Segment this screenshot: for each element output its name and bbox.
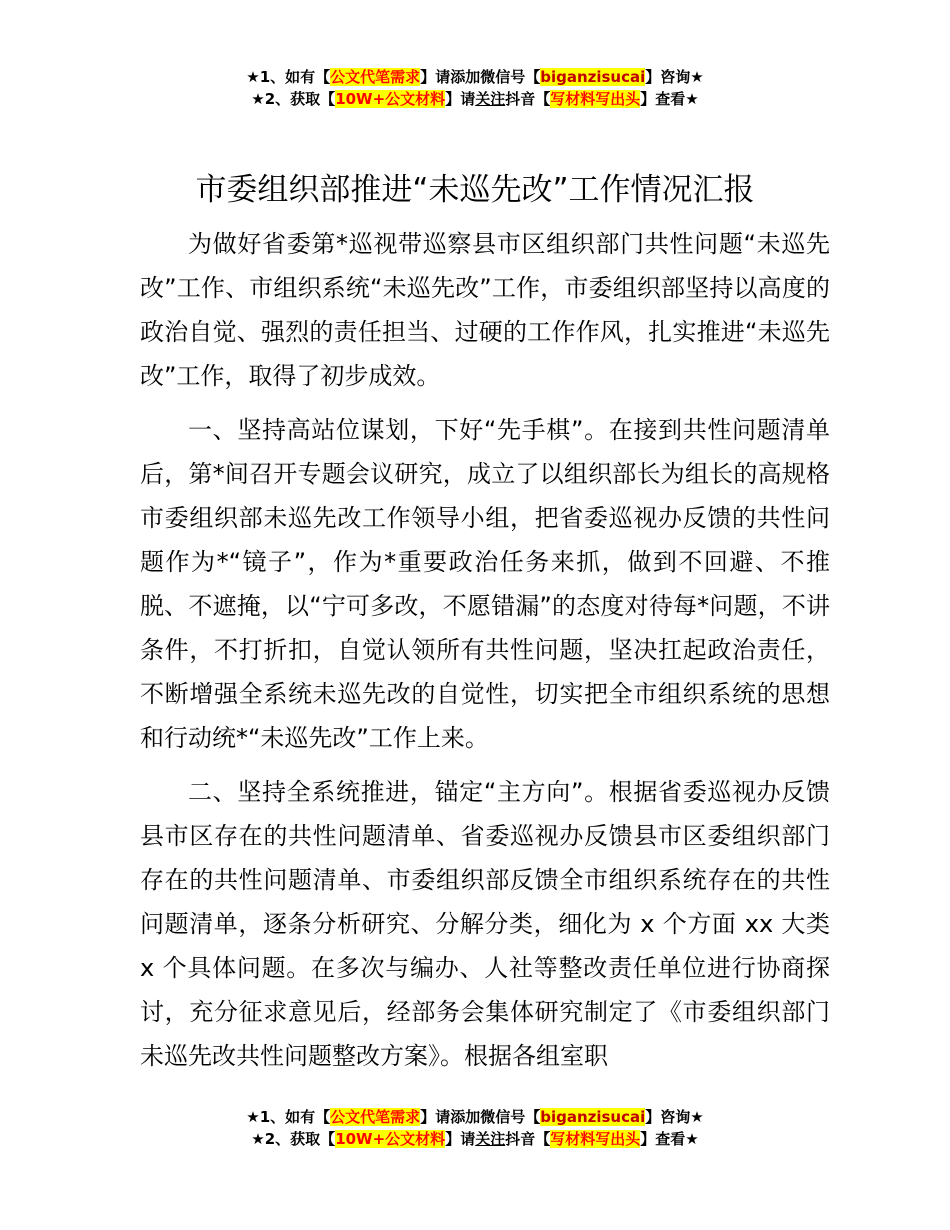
document-title: 市委组织部推进“未巡先改”工作情况汇报 xyxy=(195,172,755,208)
section-one-paragraph: 一、坚持高站位谋划，下好“先手棋”。在接到共性问题清单后，第*间召开专题会议研究，成立了以组织部长为组长的高规格市委组织部未巡先改工作领导小组，把省委巡视办反馈的共性问题作为*“镜子”，作为*重要政治任务来抓，做到不回避、不推脱、不遮掩，以“宁可多改，不愿错漏”的态度对待每*问题，不讲条件，不打折扣，自觉认领所有共性问题，坚决扛起政治责任，不断增强全系统未巡先改的自觉性，切实把全市组织系统的思想和行动统*“未巡先改”工作上来。 xyxy=(140,416,830,752)
wechat-id: biganzisucai xyxy=(540,68,646,86)
promo-line-1: ★1、如有【公文代笔需求】请添加微信号【biganzisucai】咨询★ xyxy=(246,68,704,86)
promo-highlight: 写材料写出头 xyxy=(550,1130,641,1148)
promo-banner-top xyxy=(0,66,950,110)
promo-underline: 关注 xyxy=(475,90,506,108)
promo-highlight: 10W+公文材料 xyxy=(335,1130,446,1148)
promo-line-1: ★1、如有【公文代笔需求】请添加微信号【biganzisucai】咨询★ xyxy=(246,1108,704,1126)
section-two-paragraph: 二、坚持全系统推进，锚定“主方向”。根据省委巡视办反馈县市区存在的共性问题清单、省委巡视办反馈县市区委组织部门存在的共性问题清单、市委组织部反馈全市组织系统存在的共性问题清单，逐条分析研究、分解分类，细化为 x 个方面 xx 大类 x 个具体问题。在多次与编办、人社等整改责任单位进行协商探讨，充分征求意见后，经部务会集体研究制定了《市委组织部门未巡先改共性问题整改方案》。根据各组室职 xyxy=(140,778,830,1070)
promo-highlight: 公文代笔需求 xyxy=(330,1108,421,1126)
promo-highlight: 公文代笔需求 xyxy=(330,68,421,86)
promo-line-2: ★2、获取【10W+公文材料】请关注抖音【写材料写出头】查看★ xyxy=(251,1130,699,1148)
promo-line-2: ★2、获取【10W+公文材料】请关注抖音【写材料写出头】查看★ xyxy=(251,90,699,108)
promo-highlight: 写材料写出头 xyxy=(550,90,641,108)
promo-underline: 关注 xyxy=(475,1130,506,1148)
intro-paragraph: 为做好省委第*巡视带巡察县市区组织部门共性问题“未巡先改”工作、市组织系统“未巡先改”工作，市委组织部坚持以高度的政治自觉、强烈的责任担当、过硬的工作作风，扎实推进“未巡先改”工作，取得了初步成效。 xyxy=(140,230,830,390)
promo-banner-bottom xyxy=(0,1106,950,1150)
wechat-id: biganzisucai xyxy=(540,1108,646,1126)
promo-highlight: 10W+公文材料 xyxy=(335,90,446,108)
document-body xyxy=(140,222,830,1088)
